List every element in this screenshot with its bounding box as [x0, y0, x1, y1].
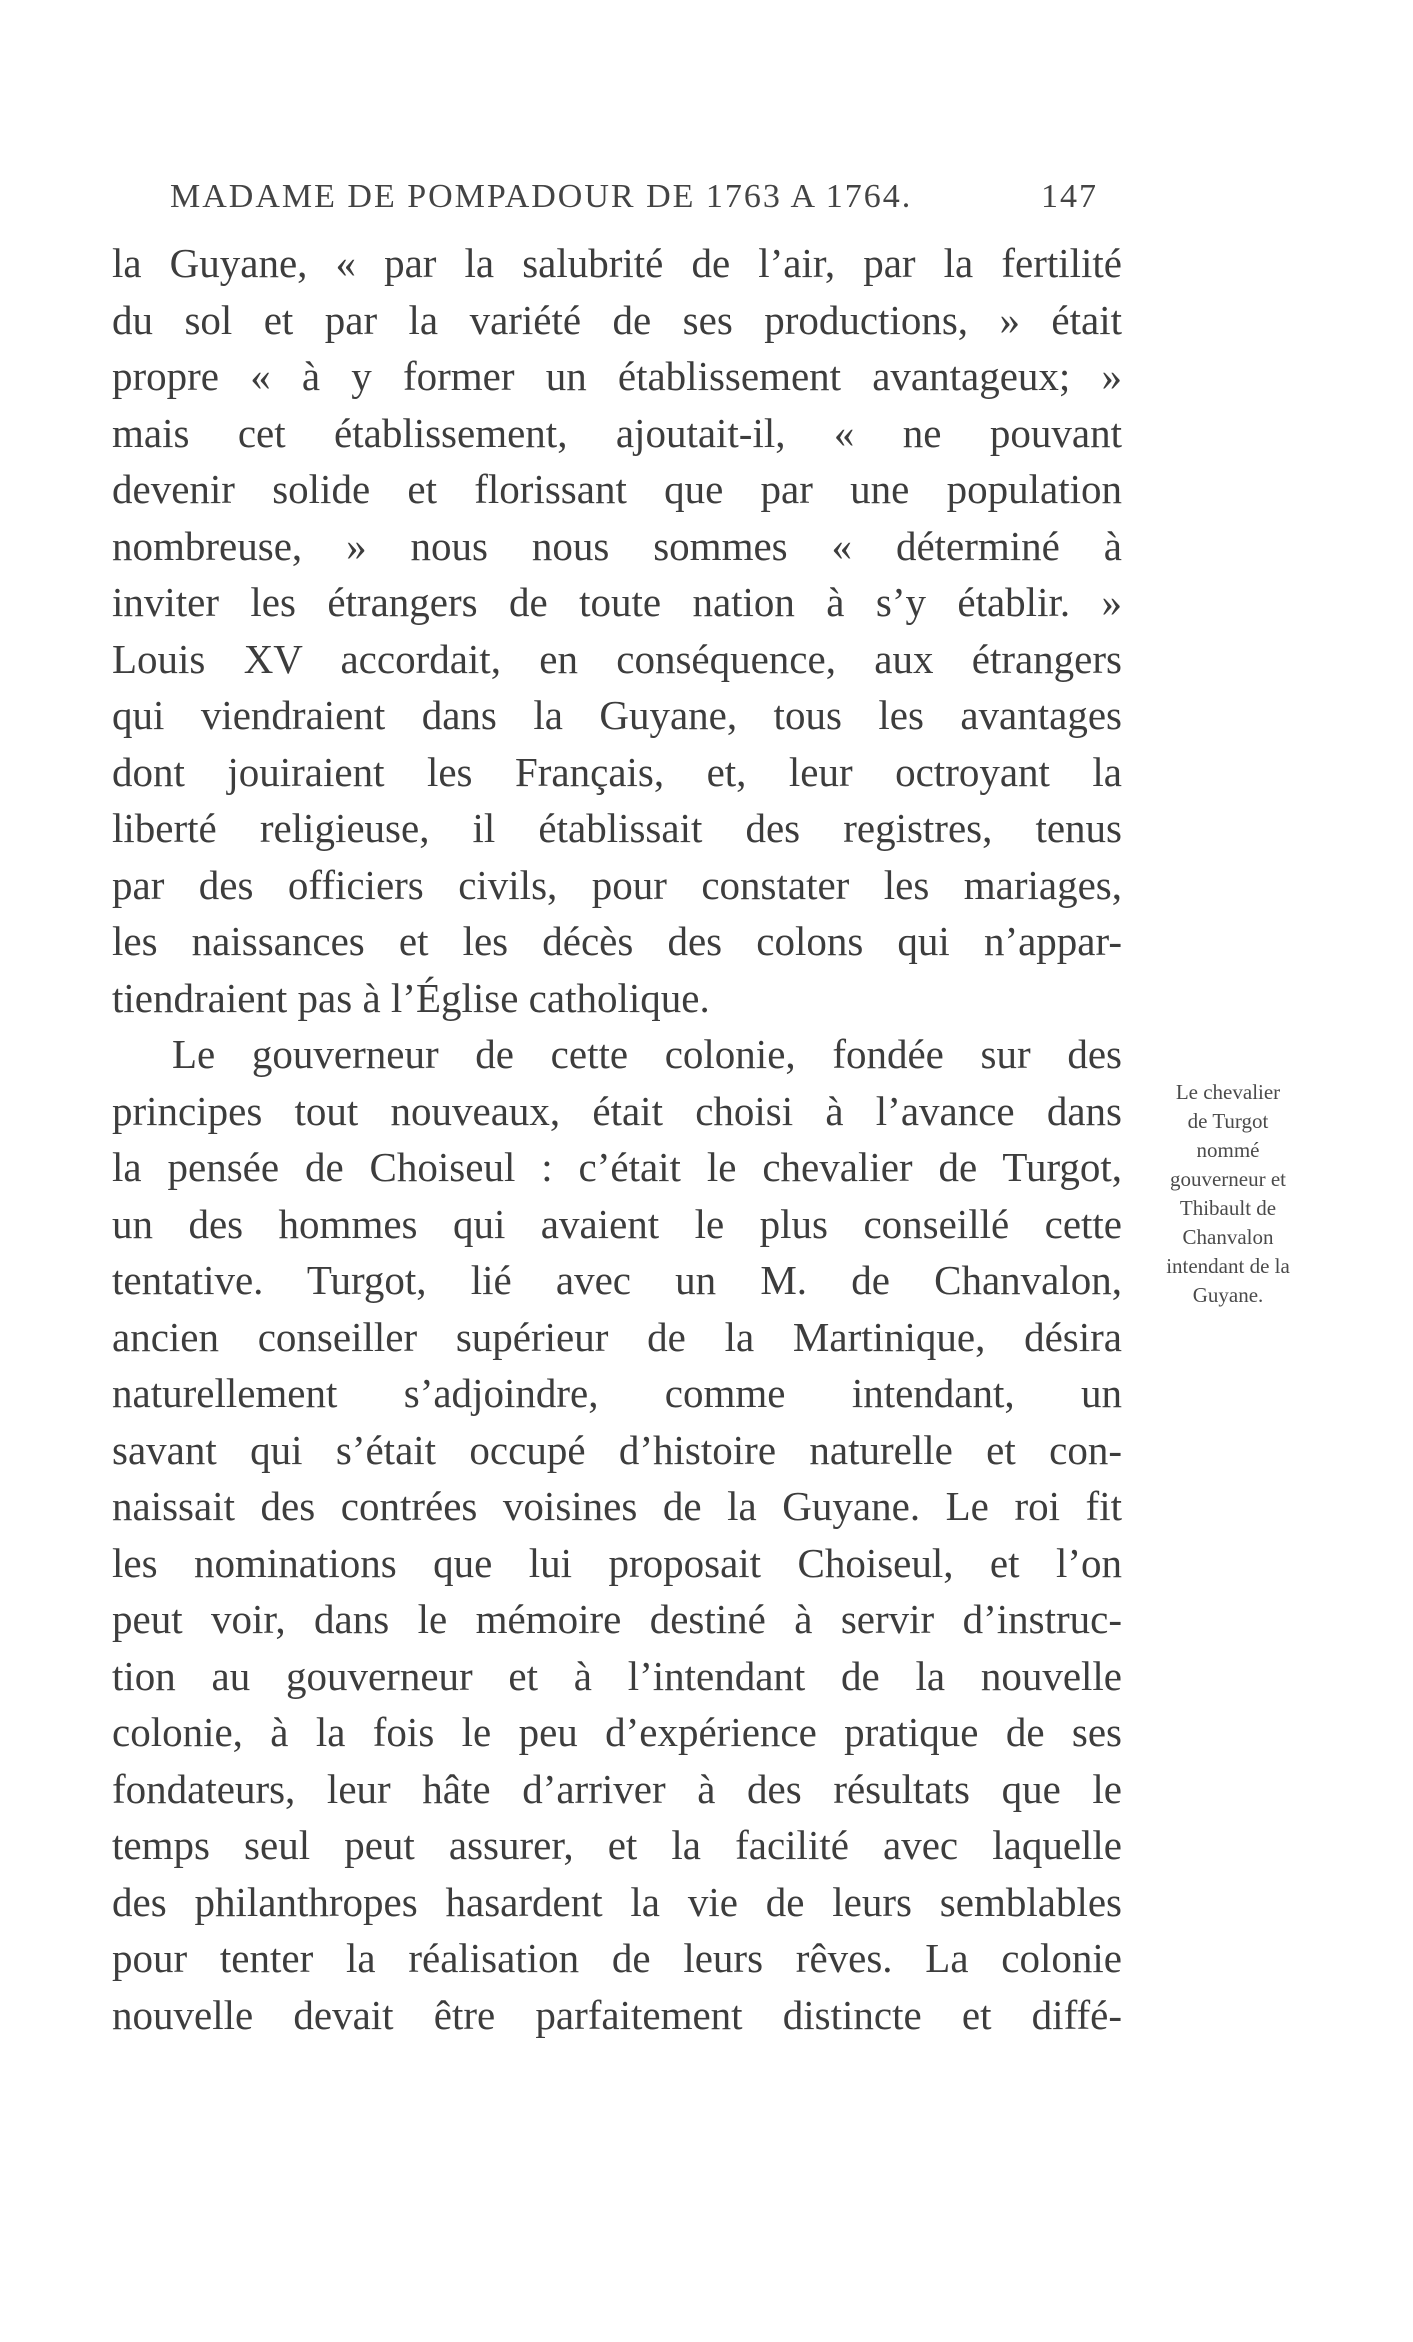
text-line: fondateurs, leur hâte d’arriver à des résultats que le [112, 1765, 1122, 1812]
margin-note-line: intendant de la [1166, 1254, 1290, 1278]
margin-note [1148, 1078, 1308, 1310]
text-line: tion au gouverneur et à l’intendant de la nouvelle [112, 1652, 1122, 1699]
text-line: la pensée de Choiseul : c’était le chevalier de Turgot, [112, 1144, 1122, 1190]
text-line: par des officiers civils, pour constater les mariages, [112, 861, 1122, 908]
text-line: les nominations que lui proposait Choiseul, et l’on [112, 1539, 1122, 1586]
text-line: Louis XV accordait, en conséquence, aux étrangers [112, 635, 1122, 682]
text-line: colonie, à la fois le peu d’expérience pratique de ses [112, 1709, 1122, 1755]
text-line: du sol et par la variété de ses productions, » était [112, 296, 1122, 343]
text-line: peut voir, dans le mémoire destiné à servir d’instruc- [112, 1596, 1122, 1642]
text-line: mais cet établissement, ajoutait-il, « ne pouvant [112, 409, 1122, 456]
text-line: nombreuse, » nous nous sommes « déterminé à [112, 522, 1122, 569]
margin-note-line: gouverneur et [1169, 1167, 1287, 1191]
text-line: nouvelle devait être parfaitement distincte et diffé- [112, 1991, 1122, 2038]
text-line: liberté religieuse, il établissait des registres, tenus [112, 805, 1122, 851]
text-line: un des hommes qui avaient le plus conseillé cette [112, 1200, 1122, 1247]
text-line: inviter les étrangers de toute nation à s’y établir. » [112, 579, 1122, 625]
text-line: savant qui s’était occupé d’histoire naturelle et con- [112, 1426, 1122, 1473]
margin-note-line: Guyane. [1192, 1283, 1264, 1307]
text-line: dont jouiraient les Français, et, leur octroyant la [112, 748, 1122, 795]
margin-note-line: Le chevalier [1175, 1080, 1281, 1104]
running-title: MADAME DE POMPADOUR DE 1763 A 1764. [170, 178, 913, 215]
text-line: pour tenter la réalisation de leurs rêves. La colonie [112, 1935, 1122, 1981]
text-line: ancien conseiller supérieur de la Martinique, désira [112, 1313, 1122, 1360]
running-header [170, 178, 1098, 228]
margin-note-line: Chanvalon [1182, 1225, 1274, 1249]
text-line: qui viendraient dans la Guyane, tous les avantages [112, 692, 1122, 738]
text-line: naissait des contrées voisines de la Guyane. Le roi fit [112, 1483, 1122, 1529]
margin-note-line: Thibault de [1179, 1196, 1277, 1220]
text-line: Le gouverneur de cette colonie, fondée sur des [172, 1031, 1122, 1077]
page-number: 147 [1041, 178, 1098, 215]
text-line: principes tout nouveaux, était choisi à l’avance dans [112, 1087, 1122, 1134]
text-line: naturellement s’adjoindre, comme intendant, un [112, 1370, 1122, 1416]
text-line: temps seul peut assurer, et la facilité avec laquelle [112, 1822, 1122, 1868]
text-line: des philanthropes hasardent la vie de leurs semblables [112, 1878, 1122, 1925]
text-line: tiendraient pas à l’Église catholique. [112, 974, 710, 1021]
text-line: les naissances et les décès des colons qui n’appar- [112, 918, 1122, 964]
text-line: propre « à y former un établissement avantageux; » [112, 353, 1122, 399]
text-line: la Guyane, « par la salubrité de l’air, par la fertilité [112, 240, 1122, 286]
text-line: tentative. Turgot, lié avec un M. de Chanvalon, [112, 1257, 1122, 1303]
margin-note-line: de Turgot [1187, 1109, 1269, 1133]
margin-note-line: nommé [1196, 1138, 1260, 1162]
text-line: devenir solide et florissant que par une population [112, 466, 1122, 512]
body-text [112, 235, 1122, 2043]
